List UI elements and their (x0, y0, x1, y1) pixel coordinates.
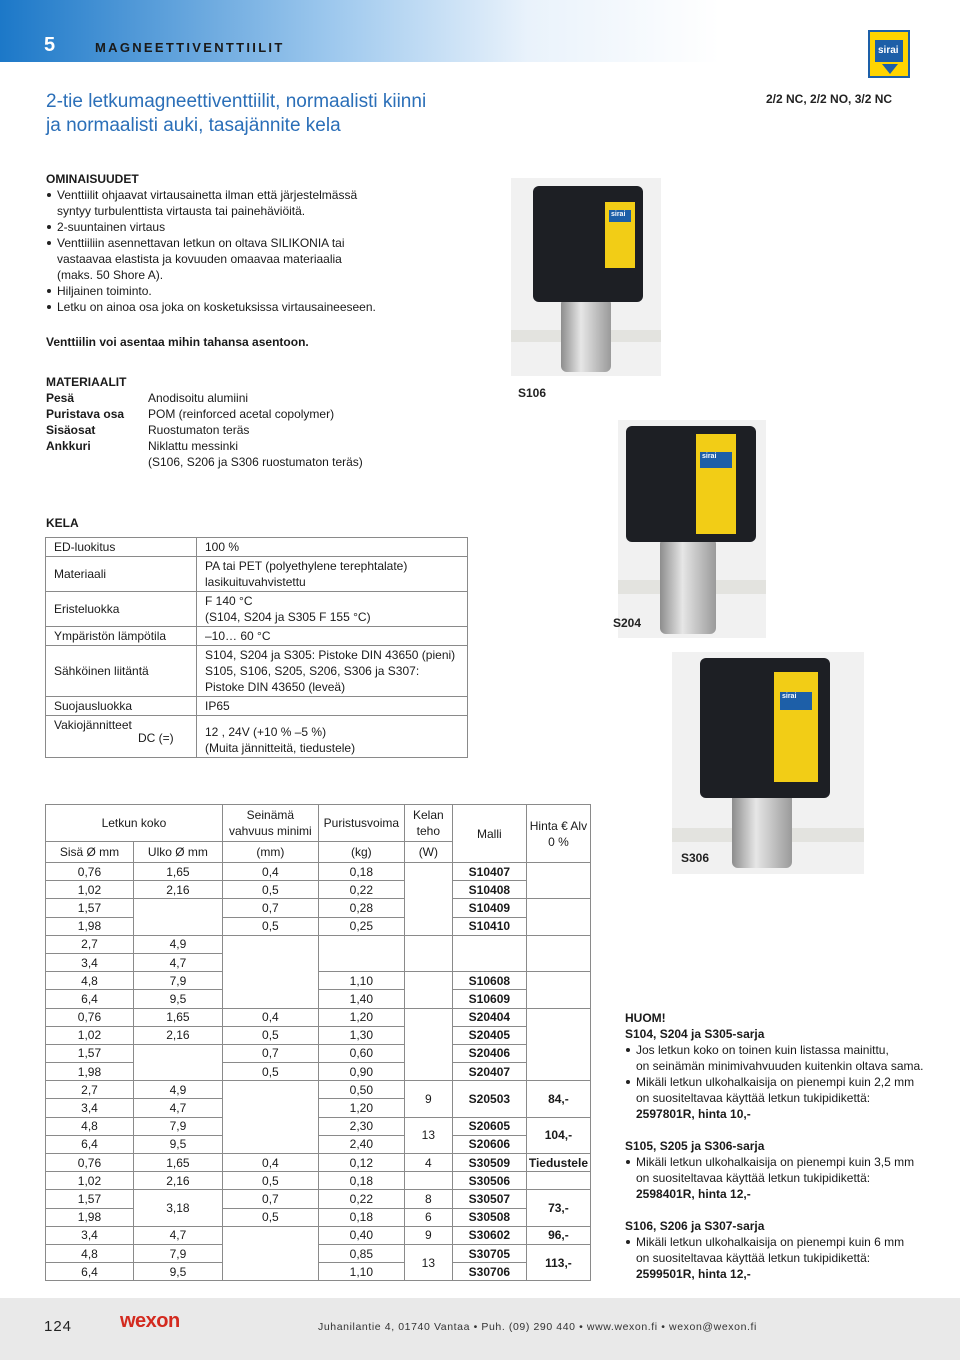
coil-key-text: Vakiojännitteet (54, 718, 132, 732)
footer-address: Juhanilantie 4, 01740 Vantaa • Puh. (09) 290 440 • www.wexon.fi • wexon@wexon.fi (318, 1321, 757, 1333)
material-key: Pesä (46, 391, 75, 405)
label-text: sirai (782, 693, 797, 700)
coil-key-text: Materiaali (54, 567, 107, 581)
materials-heading: MATERIAALIT (46, 375, 127, 389)
cell-model: S30509 (452, 1154, 526, 1172)
cell-wall: 0,5 (222, 917, 318, 935)
coil-value-line: IP65 (205, 699, 230, 713)
header-hinta: Hinta € Alv 0 % (526, 805, 590, 863)
cell-sisa: 6,4 (46, 990, 134, 1008)
header-ulko: Ulko Ø mm (133, 842, 222, 863)
coil-key-sub: DC (=) (138, 731, 174, 745)
cell-wall (222, 1226, 318, 1281)
notes-group (625, 1138, 924, 1202)
cell-sisa: 6,4 (46, 1135, 134, 1153)
cell-price: 104,- (526, 1117, 590, 1153)
material-row (46, 454, 363, 470)
cell-ulko: 3,18 (133, 1190, 222, 1226)
cell-wall: 0,4 (222, 863, 318, 881)
coil-value (197, 627, 468, 646)
table-row (46, 863, 591, 881)
cell-force (318, 935, 404, 971)
cell-price (526, 899, 590, 935)
coil-value-line: S104, S204 ja S305: Pistoke DIN 43650 (pieni) (205, 648, 456, 662)
cell-ulko: 4,7 (133, 953, 222, 971)
feature-item (46, 219, 376, 235)
cell-ulko: 1,65 (133, 1008, 222, 1026)
notes-tail: 2598401R, hinta 12,- (636, 1187, 751, 1201)
cell-power (404, 972, 452, 1008)
coil-key-text: Ympäristön lämpötila (54, 629, 167, 643)
cell-force: 0,28 (318, 899, 404, 917)
table-row (46, 990, 591, 1008)
header-letkun-koko: Letkun koko (46, 805, 223, 842)
product-photo-s306 (672, 652, 864, 874)
cell-power: 13 (404, 1117, 452, 1153)
cell-wall: 0,5 (222, 1026, 318, 1044)
cell-force: 1,10 (318, 972, 404, 990)
cell-sisa: 0,76 (46, 863, 134, 881)
cell-force: 0,22 (318, 1190, 404, 1208)
cell-sisa: 4,8 (46, 1117, 134, 1135)
features-heading: OMINAISUUDET (46, 172, 139, 186)
cell-sisa: 1,57 (46, 899, 134, 917)
cell-ulko: 7,9 (133, 1117, 222, 1135)
cell-sisa: 1,02 (46, 1026, 134, 1044)
cell-ulko: 2,16 (133, 881, 222, 899)
table-row (46, 1190, 591, 1208)
cell-sisa: 0,76 (46, 1008, 134, 1026)
cell-model: S10608 (452, 972, 526, 990)
cell-wall: 0,7 (222, 1044, 318, 1062)
cell-force: 1,30 (318, 1026, 404, 1044)
notes-line: Jos letkun koko on toinen kuin listassa mainittu, (636, 1043, 889, 1057)
cell-ulko: 9,5 (133, 990, 222, 1008)
coil-key (46, 557, 197, 592)
notes-item (625, 1154, 924, 1186)
cell-price: 73,- (526, 1190, 590, 1226)
cell-power (404, 935, 452, 971)
notes-line: on suositeltavaa käyttää letkun tukipidikettä: (636, 1251, 871, 1265)
cell-ulko: 4,7 (133, 1226, 222, 1244)
notes-line: on suositeltavaa käyttää letkun tukipidikettä: (636, 1091, 871, 1105)
table-row (46, 935, 591, 953)
notes-list (625, 1154, 924, 1186)
cell-power: 13 (404, 1244, 452, 1280)
cell-wall: 0,4 (222, 1154, 318, 1172)
coil-row (46, 716, 468, 758)
cell-wall: 0,4 (222, 1008, 318, 1026)
material-value: Ruostumaton teräs (148, 423, 250, 437)
cell-force: 0,18 (318, 1208, 404, 1226)
table-row (46, 1063, 591, 1081)
type-codes: 2/2 NC, 2/2 NO, 3/2 NC (766, 92, 893, 106)
notes-line: Mikäli letkun ulkohalkaisija on pienempi kuin 2,2 mm (636, 1075, 915, 1089)
material-key: Ankkuri (46, 439, 91, 453)
header-malli: Malli (452, 805, 526, 863)
table-row (46, 972, 591, 990)
coil-key (46, 646, 197, 697)
table-row (46, 1172, 591, 1190)
cell-model: S30706 (452, 1263, 526, 1281)
cell-force: 2,40 (318, 1135, 404, 1153)
coil-key-text: Suojausluokka (54, 699, 133, 713)
features-section (46, 171, 376, 315)
header-kg: (kg) (318, 842, 404, 863)
cell-ulko: 7,9 (133, 1244, 222, 1262)
coil-key-text: Sähköinen liitäntä (54, 664, 149, 678)
cell-sisa: 2,7 (46, 1081, 134, 1099)
cell-model: S30705 (452, 1244, 526, 1262)
coil-key (46, 538, 197, 557)
coil-value (197, 646, 468, 697)
notes-group (625, 1026, 924, 1122)
header-seinama: Seinämä vahvuus minimi (222, 805, 318, 842)
cell-model: S20406 (452, 1044, 526, 1062)
notes-section (625, 1010, 924, 1282)
coil-row (46, 646, 468, 697)
coil-value-line: F 140 °C (205, 594, 253, 608)
material-row (46, 438, 239, 454)
cell-ulko: 1,65 (133, 1154, 222, 1172)
material-row (46, 422, 250, 438)
feature-item (46, 187, 376, 219)
coil-key (46, 716, 197, 758)
cell-sisa: 3,4 (46, 1099, 134, 1117)
section-number: 5 (44, 34, 56, 56)
cell-price (526, 972, 590, 1008)
coil-value (197, 538, 468, 557)
coil-value (197, 716, 468, 758)
mounting-note: Venttiilin voi asentaa mihin tahansa asentoon. (46, 335, 309, 349)
cell-force: 1,20 (318, 1008, 404, 1026)
coil-value (197, 557, 468, 592)
notes-groups (625, 1026, 924, 1282)
coil-heading: KELA (46, 516, 79, 530)
notes-item (625, 1042, 924, 1074)
cell-sisa: 1,98 (46, 917, 134, 935)
material-row (46, 406, 335, 422)
notes-item (625, 1234, 924, 1266)
notes-group-title: S104, S204 ja S305-sarja (625, 1027, 765, 1041)
cell-model: S10407 (452, 863, 526, 881)
valve-table (45, 804, 591, 1281)
notes-line: on suositeltavaa käyttää letkun tukipidikettä: (636, 1171, 871, 1185)
cell-wall: 0,5 (222, 881, 318, 899)
cell-ulko: 9,5 (133, 1135, 222, 1153)
coil-row (46, 627, 468, 646)
section-title: MAGNEETTIVENTTIILIT (95, 40, 285, 55)
cell-ulko: 9,5 (133, 1263, 222, 1281)
table-row (46, 1154, 591, 1172)
cell-price: Tiedustele (526, 1154, 590, 1172)
table-row (46, 1208, 591, 1226)
cell-force: 0,12 (318, 1154, 404, 1172)
cell-price (526, 1172, 590, 1190)
cell-sisa: 3,4 (46, 1226, 134, 1244)
feature-line: (maks. 50 Shore A). (57, 268, 164, 282)
coil-value (197, 592, 468, 627)
feature-line: Venttiilit ohjaavat virtausainetta ilman että järjestelmässä (57, 188, 358, 202)
coil-value-line: 12 , 24V (+10 % –5 %) (205, 725, 327, 739)
coil-key-text: ED-luokitus (54, 540, 116, 554)
cell-model: S20407 (452, 1063, 526, 1081)
cell-power: 4 (404, 1154, 452, 1172)
material-key: Sisäosat (46, 423, 96, 437)
cell-power: 8 (404, 1190, 452, 1208)
logo-text: sirai (878, 45, 899, 56)
sirai-logo (868, 30, 910, 78)
features-list (46, 187, 376, 315)
cell-force: 0,60 (318, 1044, 404, 1062)
material-key: Puristava osa (46, 407, 125, 421)
cell-price: 113,- (526, 1244, 590, 1280)
cell-price (526, 935, 590, 971)
cell-model: S30507 (452, 1190, 526, 1208)
cell-force: 0,50 (318, 1081, 404, 1099)
material-value: POM (reinforced acetal copolymer) (148, 407, 335, 421)
table-row (46, 1263, 591, 1281)
cell-ulko: 4,7 (133, 1099, 222, 1117)
feature-item (46, 283, 376, 299)
cell-wall (222, 935, 318, 1008)
cell-ulko: 4,9 (133, 935, 222, 953)
cell-model: S30508 (452, 1208, 526, 1226)
cell-force: 0,40 (318, 1226, 404, 1244)
cell-force: 1,20 (318, 1099, 404, 1117)
cell-price: 84,- (526, 1081, 590, 1117)
cell-model: S10609 (452, 990, 526, 1008)
caption-s204: S204 (613, 616, 642, 630)
cell-force: 1,40 (318, 990, 404, 1008)
cell-force: 0,18 (318, 863, 404, 881)
cell-model: S20404 (452, 1008, 526, 1026)
coil-value-line: (Muita jännitteitä, tiedustele) (205, 741, 356, 755)
cell-sisa: 1,57 (46, 1044, 134, 1062)
cell-force: 2,30 (318, 1117, 404, 1135)
label-text: sirai (702, 453, 717, 460)
header-puristusvoima: Puristusvoima (318, 805, 404, 842)
feature-line: syntyy turbulenttista virtausta tai painehäviöitä. (57, 204, 306, 218)
cell-power (404, 1172, 452, 1190)
title-line-1: 2-tie letkumagneettiventtiilit, normaalisti kiinni (46, 91, 427, 112)
cell-price (526, 1008, 590, 1081)
coil-key (46, 592, 197, 627)
cell-sisa: 2,7 (46, 935, 134, 953)
notes-line: Mikäli letkun ulkohalkaisija on pienempi kuin 3,5 mm (636, 1155, 915, 1169)
material-row (46, 390, 249, 406)
cell-model (452, 935, 526, 971)
cell-power: 9 (404, 1081, 452, 1117)
notes-line: Mikäli letkun ulkohalkaisija on pienempi kuin 6 mm (636, 1235, 905, 1249)
page-number: 124 (44, 1318, 73, 1335)
cell-wall: 0,5 (222, 1208, 318, 1226)
cell-force: 0,90 (318, 1063, 404, 1081)
table-row (46, 917, 591, 935)
notes-tail: 2599501R, hinta 12,- (636, 1267, 751, 1281)
cell-sisa: 1,98 (46, 1063, 134, 1081)
coil-row (46, 697, 468, 716)
cell-force: 0,85 (318, 1244, 404, 1262)
cell-ulko: 2,16 (133, 1026, 222, 1044)
cell-ulko: 4,9 (133, 1081, 222, 1099)
table-row (46, 1117, 591, 1135)
caption-s306: S306 (681, 851, 710, 865)
feature-line: Hiljainen toiminto. (57, 284, 152, 298)
table-row (46, 1044, 591, 1062)
notes-group-title: S106, S206 ja S307-sarja (625, 1219, 765, 1233)
cell-wall: 0,5 (222, 1172, 318, 1190)
cell-model: S20606 (452, 1135, 526, 1153)
feature-line: Letku on ainoa osa joka on kosketuksissa virtausaineeseen. (57, 300, 376, 314)
coil-key (46, 697, 197, 716)
material-value: Anodisoitu alumiini (148, 391, 249, 405)
coil-value-line: S105, S106, S205, S206, S306 ja S307: (205, 664, 420, 678)
wexon-logo: wexon (120, 1310, 180, 1332)
feature-item (46, 299, 376, 315)
cell-sisa: 0,76 (46, 1154, 134, 1172)
coil-key (46, 627, 197, 646)
feature-item (46, 235, 376, 283)
coil-table (45, 537, 468, 758)
caption-s106: S106 (518, 386, 547, 400)
coil-value (197, 697, 468, 716)
coil-row (46, 538, 468, 557)
cell-model: S20405 (452, 1026, 526, 1044)
label-text: sirai (611, 211, 626, 218)
cell-power: 9 (404, 1226, 452, 1244)
materials-rows (46, 390, 363, 470)
cell-force: 0,22 (318, 881, 404, 899)
table-row (46, 1026, 591, 1044)
cell-wall: 0,7 (222, 899, 318, 917)
coil-row (46, 592, 468, 627)
cell-model: S30506 (452, 1172, 526, 1190)
notes-line: on seinämän minimivahvuuden kuitenkin oltava sama. (636, 1059, 924, 1073)
cell-power: 6 (404, 1208, 452, 1226)
coil-value-line: –10… 60 °C (205, 629, 271, 643)
header-mm: (mm) (222, 842, 318, 863)
cell-ulko (133, 1044, 222, 1080)
notes-heading: HUOM! (625, 1011, 666, 1025)
cell-sisa: 3,4 (46, 953, 134, 971)
cell-sisa: 1,98 (46, 1208, 134, 1226)
cell-force: 0,25 (318, 917, 404, 935)
product-photo-s106 (511, 178, 661, 376)
notes-list (625, 1042, 924, 1106)
coil-value-line: Pistoke DIN 43650 (leveä) (205, 680, 346, 694)
material-value: Niklattu messinki (148, 439, 239, 453)
notes-list (625, 1234, 924, 1266)
cell-sisa: 1,02 (46, 1172, 134, 1190)
table-row (46, 1008, 591, 1026)
cell-ulko (133, 899, 222, 935)
coil-key-text: Eristeluokka (54, 602, 120, 616)
cell-ulko: 1,65 (133, 863, 222, 881)
cell-force: 0,18 (318, 1172, 404, 1190)
cell-model: S30602 (452, 1226, 526, 1244)
cell-model: S10408 (452, 881, 526, 899)
coil-value-line: PA tai PET (polyethylene terephtalate) (205, 559, 408, 573)
page-title (46, 90, 516, 138)
coil-value-line: lasikuituvahvistettu (205, 575, 306, 589)
cell-sisa: 1,02 (46, 881, 134, 899)
coil-row (46, 557, 468, 592)
header-w: (W) (404, 842, 452, 863)
title-line-2: ja normaalisti auki, tasajännite kela (46, 115, 341, 136)
materials-section (46, 374, 363, 470)
cell-wall: 0,7 (222, 1190, 318, 1208)
cell-wall: 0,5 (222, 1063, 318, 1081)
feature-line: vastaavaa elastista ja kovuuden omaavaa materiaalia (57, 252, 342, 266)
cell-force: 1,10 (318, 1263, 404, 1281)
cell-power (404, 863, 452, 936)
feature-line: Venttiiliin asennettavan letkun on oltava SILIKONIA tai (57, 236, 345, 250)
cell-model: S20605 (452, 1117, 526, 1135)
cell-sisa: 6,4 (46, 1263, 134, 1281)
notes-group (625, 1218, 924, 1282)
table-row (46, 1135, 591, 1153)
table-row (46, 899, 591, 917)
material-value: (S106, S206 ja S306 ruostumaton teräs) (148, 455, 363, 469)
table-row (46, 1244, 591, 1262)
feature-line: 2-suuntainen virtaus (57, 220, 166, 234)
coil-value-line: (S104, S204 ja S305 F 155 °C) (205, 610, 371, 624)
cell-ulko: 7,9 (133, 972, 222, 990)
cell-price (526, 863, 590, 899)
cell-model: S10410 (452, 917, 526, 935)
notes-tail: 2597801R, hinta 10,- (636, 1107, 751, 1121)
cell-power (404, 1008, 452, 1081)
table-row (46, 881, 591, 899)
cell-price: 96,- (526, 1226, 590, 1244)
cell-sisa: 4,8 (46, 1244, 134, 1262)
notes-item (625, 1074, 924, 1106)
cell-sisa: 4,8 (46, 972, 134, 990)
cell-model: S10409 (452, 899, 526, 917)
table-row (46, 1226, 591, 1244)
notes-group-title: S105, S205 ja S306-sarja (625, 1139, 765, 1153)
table-row (46, 1081, 591, 1099)
cell-sisa: 1,57 (46, 1190, 134, 1208)
coil-value-line: 100 % (205, 540, 240, 554)
header-kelan-teho: Kelan teho (404, 805, 452, 842)
cell-model: S20503 (452, 1081, 526, 1117)
cell-ulko: 2,16 (133, 1172, 222, 1190)
cell-wall (222, 1081, 318, 1154)
product-photo-s204 (618, 420, 766, 638)
header-sisa: Sisä Ø mm (46, 842, 134, 863)
